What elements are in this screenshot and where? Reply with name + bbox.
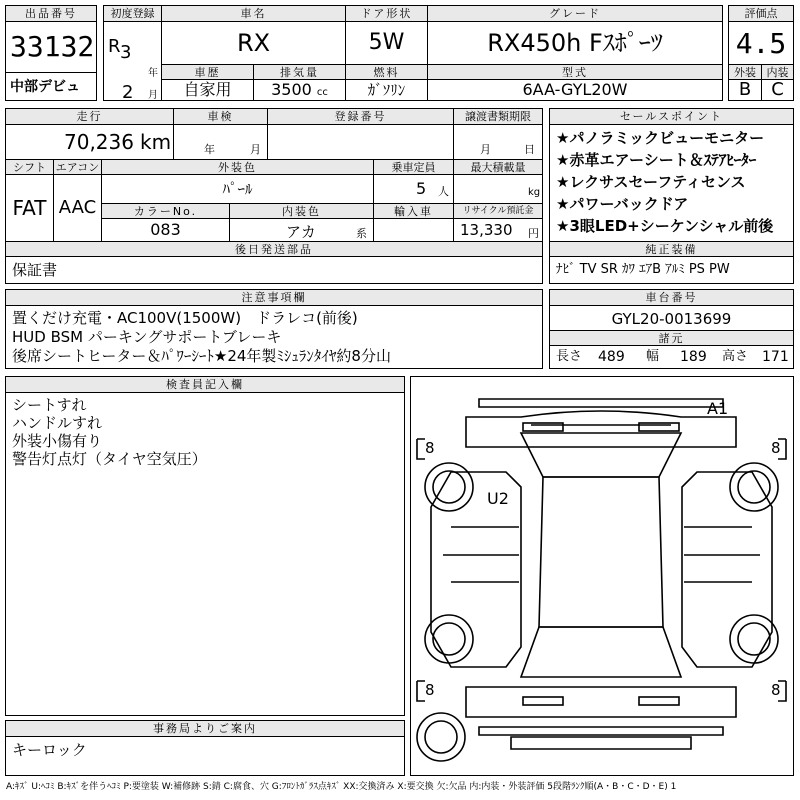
first-reg-label: 初度登録: [104, 6, 162, 22]
chassis-box: [549, 289, 794, 369]
height-label: 高さ: [722, 349, 749, 364]
rear-bumper: [479, 727, 723, 735]
insp-month-unit: 月: [250, 143, 261, 156]
selling-point-1: ★パノラミックビューモニター: [556, 129, 765, 147]
office-box: [5, 720, 405, 776]
inspection-cell: [174, 125, 268, 159]
equipment-label: 純正装備: [550, 241, 793, 257]
notes-label: 注意事項欄: [6, 290, 542, 306]
later-parts: 保証書: [12, 261, 58, 279]
yen-unit: 円: [528, 227, 539, 240]
damage-legend: A:ｷｽﾞ U:ﾍｺﾐ B:ｷｽﾞを伴うﾍｺﾐ P:要塗装 W:補修跡 S:錆 C:腐食、穴 G:ﾌﾛﾝﾄｶﾞﾗｽ点ｷｽﾞ XX:交換済み X:要交換 欠:欠品 内:内装・外装評価 5段階ﾗﾝｸ順(A・B・C・D・E) 1: [6, 782, 677, 792]
office-text: キーロック: [12, 741, 87, 759]
max-load-label: 最大積載量: [454, 159, 542, 175]
exterior-grade: B: [729, 80, 762, 100]
length-label: 長さ: [556, 349, 583, 364]
score: 4.5: [735, 27, 787, 60]
import-cell: [374, 219, 454, 241]
right-side: [682, 472, 772, 667]
displacement-label: 排気量: [254, 64, 346, 80]
shift: FAT: [6, 175, 54, 241]
color-no-label: カラーNo.: [102, 203, 230, 219]
capacity: 5: [416, 179, 427, 198]
model: 6AA-GYL20W: [522, 80, 628, 99]
history: 自家用: [162, 80, 254, 100]
selling-points-box: [549, 108, 794, 284]
tire-depth-front-right: 8: [771, 439, 781, 457]
lot-number: 33132: [10, 30, 95, 63]
equipment-items: ﾅﾋﾞ TV SR ｶﾜ ｴｱB ｱﾙﾐ PS PW: [556, 262, 730, 277]
interior-label: 内装: [762, 64, 793, 80]
chassis-label: 車台番号: [550, 290, 793, 306]
note-line-2: HUD BSM パーキングサポートブレーキ: [12, 328, 282, 346]
int-color: アカ: [286, 223, 316, 241]
note-line-1: 置くだけ充電・AC100V(1500W) ドラレコ(前後): [12, 309, 358, 327]
length: 489: [598, 349, 625, 365]
ac: AAC: [54, 175, 102, 241]
ext-color-label: 外装色: [102, 159, 374, 175]
displacement: 3500: [271, 80, 312, 99]
month-unit: 月: [148, 90, 158, 100]
inspector-line-1: シートすれ: [12, 396, 87, 414]
tire-depth-rear-right: 8: [771, 681, 781, 699]
door: 5W: [346, 22, 428, 64]
year-unit: 年: [148, 68, 158, 79]
rear-body: [466, 687, 736, 717]
car-diagram-box: [410, 376, 794, 776]
width: 189: [680, 349, 707, 365]
inspection-label: 車検: [174, 109, 268, 125]
width-label: 幅: [646, 349, 660, 364]
score-box: [728, 5, 794, 101]
recycle-cell: [454, 219, 542, 241]
cc-unit: cc: [316, 87, 328, 98]
transfer-day-unit: 日: [524, 143, 535, 156]
era-year: 3: [120, 42, 132, 63]
rear-window: [521, 627, 681, 677]
int-color-label: 内装色: [230, 203, 374, 219]
recycle: 13,330: [460, 221, 513, 239]
chassis-number: GYL20-0013699: [611, 310, 732, 328]
header-main-box: [103, 5, 723, 101]
height: 171: [762, 349, 789, 365]
specs-label: 諸元: [550, 330, 793, 346]
insp-year-unit: 年: [204, 143, 215, 156]
mileage: 70,236: [64, 130, 134, 154]
door-label: ドア形状: [346, 6, 428, 22]
interior-grade: C: [771, 80, 784, 100]
note-line-3: 後席シートヒーター＆ﾊﾟﾜｰｼｰﾄ★24年製ﾐｼｭﾗﾝﾀｲﾔ約8分山: [12, 347, 391, 365]
reg-no-label: 登録番号: [268, 109, 454, 125]
model-label: 型式: [428, 64, 722, 80]
car-diagram: [411, 377, 792, 774]
car-name: RX: [162, 22, 346, 64]
kg-unit: kg: [528, 187, 541, 198]
int-color-cell: [230, 219, 374, 241]
roof: [539, 477, 663, 627]
inspector-line-3: 外装小傷有り: [12, 432, 103, 450]
inspector-label: 検査員記入欄: [6, 377, 404, 393]
later-parts-label: 後日発送部品: [6, 241, 542, 257]
notes-box: [5, 289, 543, 369]
mileage-label: 走行: [6, 109, 174, 125]
capacity-cell: [374, 175, 454, 203]
import-label: 輸入車: [374, 203, 454, 219]
grade: RX450h Fｽﾎﾟｰﾂ: [487, 29, 663, 57]
fuel-label: 燃料: [346, 64, 428, 80]
color-no: 083: [102, 219, 230, 241]
damage-mark-a1: A1: [707, 399, 729, 418]
km-unit: km: [140, 130, 172, 154]
shift-label: シフト: [6, 159, 54, 175]
max-load-cell: [454, 175, 542, 203]
int-color-suffix: 系: [356, 227, 367, 240]
transfer-label: 譲渡書類期限: [454, 109, 542, 125]
fuel: ｶﾞｿﾘﾝ: [346, 80, 428, 100]
first-reg-cell: [104, 22, 162, 100]
tire-depth-front-left: 8: [425, 439, 435, 457]
vehicle-info-box: [5, 108, 543, 284]
inspector-line-2: ハンドルすれ: [12, 414, 103, 432]
damage-mark-u2: U2: [487, 489, 509, 508]
front-body: [466, 411, 736, 447]
selling-point-4: ★パワーバックドア: [556, 195, 689, 213]
ac-label: エアコン: [54, 159, 102, 175]
reg-no-cell: [268, 125, 454, 159]
selling-point-2: ★赤革エアーシート＆ｽﾃｱﾋｰﾀｰ: [556, 151, 757, 169]
lot-box: [5, 5, 97, 101]
capacity-label: 乗車定員: [374, 159, 454, 175]
selling-points-label: セールスポイント: [550, 109, 793, 125]
transfer-cell: [454, 125, 542, 159]
selling-point-5: ★3眼LED+シーケンシャル前後: [556, 217, 774, 235]
mileage-cell: [6, 125, 174, 159]
era: R: [108, 36, 121, 57]
grade-label: グレード: [428, 6, 722, 22]
selling-point-3: ★レクサスセーフティセンス: [556, 173, 746, 191]
inspector-line-4: 警告灯点灯（タイヤ空気圧）: [12, 450, 207, 468]
rear-bottom: [511, 737, 691, 749]
displacement-cell: [254, 80, 346, 100]
region-label: 中部デビュ: [6, 72, 96, 100]
lot-label: 出品番号: [6, 6, 96, 22]
car-name-label: 車名: [162, 6, 346, 22]
score-label: 評価点: [729, 6, 793, 22]
capacity-unit: 人: [438, 185, 449, 198]
exterior-label: 外装: [729, 64, 762, 80]
front-bumper: [479, 399, 723, 407]
month: 2: [122, 82, 134, 100]
specs-row: [550, 347, 793, 367]
inspector-box: [5, 376, 405, 716]
tire-depth-rear-left: 8: [425, 681, 435, 699]
windshield: [521, 433, 681, 477]
transfer-month-unit: 月: [480, 143, 491, 156]
office-label: 事務局よりご案内: [6, 721, 404, 737]
ext-color: ﾊﾟｰﾙ: [102, 175, 374, 203]
recycle-label: リサイクル預託金: [454, 203, 542, 219]
history-label: 車歴: [162, 64, 254, 80]
